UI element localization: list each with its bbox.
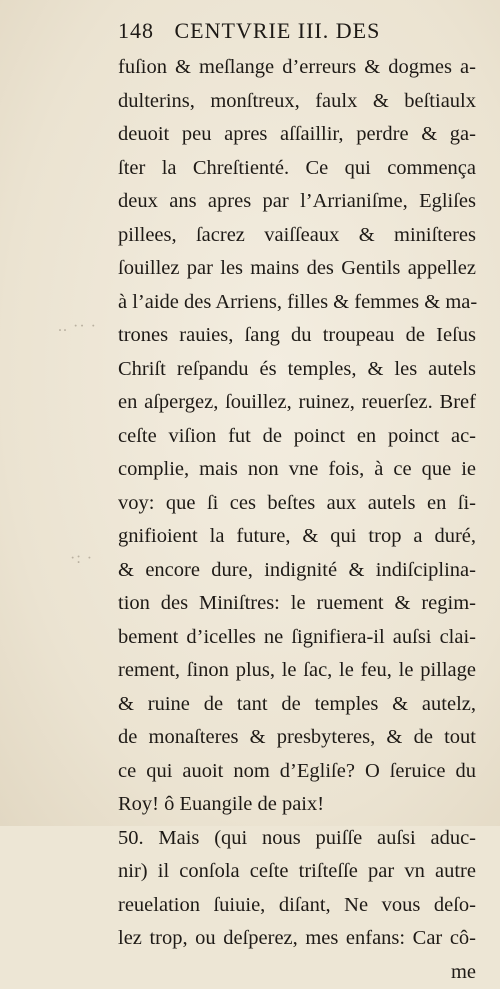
text-line: Chriſt reſpandu és temples, & les autels <box>118 353 476 387</box>
text-line: 50. Mais (qui nous puiſſe auſsi aduc- <box>118 822 476 856</box>
text-line: voy: que ſi ces beſtes aux autels en ſi- <box>118 487 476 521</box>
text-line: tion des Miniſtres: le ruement & regim- <box>118 587 476 621</box>
text-line: ceſte viſion fut de poinct en poinct ac- <box>118 420 476 454</box>
page-number: 148 <box>118 18 154 43</box>
text-line: & encore dure, indignité & indiſciplina- <box>118 554 476 588</box>
text-line: ſter la Chreſtienté. Ce qui commença <box>118 152 476 186</box>
text-line: complie, mais non vne fois, à ce que ie <box>118 453 476 487</box>
body-text <box>118 51 476 989</box>
text-line: dulterins, monſtreux, faulx & beſtiaulx <box>118 85 476 119</box>
text-line: Roy! ô Euangile de paix! <box>118 788 476 822</box>
text-line: bement d’icelles ne ſignifiera-il auſsi clai- <box>118 621 476 655</box>
running-title: CENTVRIE III. DES <box>175 18 381 43</box>
catchword: me <box>118 956 476 989</box>
text-line: à l’aide des Arriens, filles & femmes & ma- <box>118 286 476 320</box>
text-line: de monaſteres & presbyteres, & de tout <box>118 721 476 755</box>
bleed-through-mark: .. ·· · <box>58 318 97 336</box>
text-line: pillees, ſacrez vaiſſeaux & miniſteres <box>118 219 476 253</box>
text-line: lez trop, ou deſperez, mes enfans: Car cô- <box>118 922 476 956</box>
text-line: gnifioient la future, & qui trop a duré, <box>118 520 476 554</box>
page-header <box>118 18 380 44</box>
text-line: reuelation ſuiuie, diſant, Ne vous deſo- <box>118 889 476 923</box>
text-line: ce qui auoit nom d’Egliſe? O ſeruice du <box>118 755 476 789</box>
text-line: rement, ſinon plus, le ſac, le feu, le pillage <box>118 654 476 688</box>
text-line: deux ans apres par l’Arrianiſme, Egliſes <box>118 185 476 219</box>
text-line: & ruine de tant de temples & autelz, <box>118 688 476 722</box>
text-line: en aſpergez, ſouillez, ruinez, reuerſez. Bref <box>118 386 476 420</box>
text-line: nir) il conſola ceſte triſteſſe par vn autre <box>118 855 476 889</box>
bleed-through-mark: ·: · <box>70 550 93 568</box>
text-line: ſouillez par les mains des Gentils appellez <box>118 252 476 286</box>
text-line: deuoit peu apres aſſaillir, perdre & ga- <box>118 118 476 152</box>
text-line: fuſion & meſlange d’erreurs & dogmes a- <box>118 51 476 85</box>
text-line: trones rauies, ſang du troupeau de Ieſus <box>118 319 476 353</box>
